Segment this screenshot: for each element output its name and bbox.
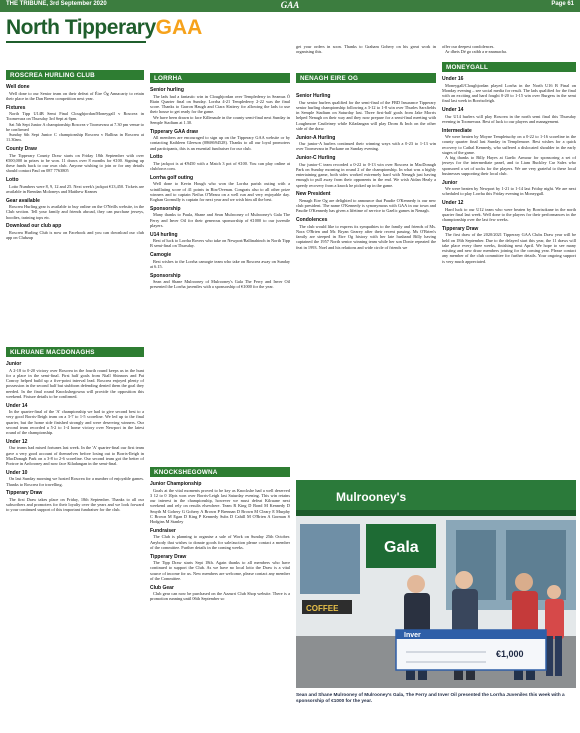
article-heading: Intermediate (442, 127, 472, 134)
column-moneygall (442, 76, 576, 475)
article-heading: Sponsorship (150, 205, 181, 212)
club-bar-roscrea: ROSCREA HURLING CLUB (6, 70, 144, 80)
photo-caption: Sean and Shane Mulrooney of Mulrooney's Gala, The Ferry and Inver Oil presented the Lorrha Juveniles this week with a sponsorship of €1000 for the year. (296, 692, 565, 703)
article-heading: Junior (442, 179, 458, 186)
sponsorship-photo (296, 480, 576, 688)
article-heading: Senior Hurling (296, 93, 331, 99)
article-paragraph: Roscrea Hurling gear is available to buy online on the O'Neills website, in the Club section. Tell your family and friends abroad, they can purchase jerseys, hoodies, training tops etc. (6, 204, 144, 220)
column-roscrea (6, 84, 144, 342)
article-heading: County Draw (6, 146, 37, 152)
article-heading: U14 hurling (150, 231, 178, 238)
continuation-text-3: Ar dheis Dé go raibh a n-anamacha. (445, 49, 507, 55)
article-paragraph: Our teams had mixed fortunes last week. In the 'A' quarter-final our first team gave a very good account of themselves before losing out to Borris-Ileigh in MacDonagh Park on a 3-8 to 2-6 scoreline. Our second team got the better of Portroe in Ardcroney and now face Kiladangan in the semi-final. (6, 445, 144, 466)
article-paragraph: Goals at the vital moments proved to be key as Knockshe had a well deserved 3 12 to 0 10pts won over Borris-Leigh last Saturday evening. This win retains our interest in the championship, however we must defeat Kilruane next weekend and rely on results elsewhere. Team R King D Bond M Kennedy D Smyth M Gohery G Gohery A Brown P Brennan D Brown M Cleary E Murphy C Brown M Egan D King P Kennedy Subs D Cahill M O'Brien A Gorman S Hodgins M Stanley (150, 487, 290, 524)
photo-illustration (296, 480, 576, 688)
article-paragraph: Roscrea Hurling Club is now on Facebook and you can download our club app on Clubzap (6, 229, 144, 240)
page-header (0, 0, 580, 12)
column-continuation-top-2 (442, 44, 576, 55)
article-paragraph: The first draw of the 2020/2021 Tipperary GAA Clubs Draw year will be held on 18th September. Due to the delayed start this year, the 11 draws will take place every three weeks, finishing next April. We hope to see many existing and new draw members joining for the coming year. Please contact any member of the club committee for further details. Your ongoing support is very much appreciated. (442, 232, 576, 264)
article-paragraph: The first Draw takes place on Friday, 18th September. Thanks to all our subscribers and promoters for their loyalty over the years and we look forward to your continued support of this important fundraiser for the club. (6, 496, 144, 513)
article-paragraph: Sunday 6th Sept Junior C championship Roscrea v Ballina in Roscrea at 11.30am. (6, 132, 144, 143)
article-paragraph: North Tipp U14B Semi Final Cloughjordan/Moneygall v Roscrea in Toomevara on Thursday 3rd Sept at 6pm. (6, 111, 144, 122)
article-paragraph: Club gear can now be purchased on the Azzurri Club Shop website. There is a promotion running until 06th September so (150, 591, 290, 602)
gala-logo-text: Gala (384, 539, 419, 556)
column-knockshegowna (150, 481, 290, 728)
article-heading: Tipperary Draw (6, 490, 43, 497)
article-paragraph: Our senior hurlers qualified for the semi-final of the FBD Insurance Tipperary senior hurling championship following a 3-12 to 1-8 win over Thurles Sarsfields in Semple Stadium on Saturday last. Three first-half goals from Jake Morris helped Nenagh on their way and they now prepare for a semi-final meeting with Loughmore Castleiney while Kiladangan will play Drom & Inch on the other side of the draw. (296, 99, 436, 131)
club-bar-moneygall: MONEYGALL (442, 62, 576, 72)
club-bar-nenagh: NENAGH EIRE OG (296, 73, 436, 83)
article-heading: Under 12 (442, 200, 464, 206)
article-paragraph: On last Sunday morning we hosted Roscrea for a number of enjoyable games. Thanks to Roscrea for travelling. (6, 476, 144, 487)
header-page-number: Page 61 (551, 1, 574, 7)
article-heading: Junior-A Hurling (296, 134, 336, 141)
article-heading: Under 14 (442, 107, 464, 113)
club-bar-knockshegowna: KNOCKSHEGOWNA (150, 467, 290, 477)
club-bar-kilruane: KILRUANE MACDONAGHS (6, 347, 144, 357)
article-paragraph: Hard luck to our U12 team who were beaten by Borrisokane in the north quarter final last week. Well done to the players for their performances in the championship over the last few weeks. (442, 206, 576, 222)
article-heading: Senior hurling (150, 87, 184, 93)
article-heading: Under 10 (6, 469, 28, 476)
column-lorrha (150, 87, 290, 463)
article-paragraph: Lotto Numbers were 8, 9, 12 and 25. Next week's jackpot €13,450. Tickets are available in Brendan Moloneys and Matthew Keanes (6, 183, 144, 194)
article-paragraph: Our junior-A hurlers continued their winning ways with a 0-23 to 1-13 win over Toomevara in Puckane on Sunday evening. (296, 141, 436, 152)
column-kilruane (6, 361, 144, 728)
cheque-amount: €1,000 (496, 649, 524, 659)
article-paragraph: A 2-18 to 0-20 victory over Roscrea in the fourth round keeps us in the hunt for a place in the semi-final. First half goals from Niall Shinnors and Pat Conroy helped build up a five-point interval lead. Roscrea enjoyed plenty of possession in the second half but stubborn defending denied them the goal they needed. In the final round Knockshegowna will provide the opposition this weekend. Fixture details to be confirmed. (6, 367, 144, 399)
presentation-cheque (396, 630, 546, 670)
article-heading: Gear available (6, 197, 40, 204)
article-heading: Well done (6, 84, 30, 90)
coffee-sign-text: COFFEE (306, 604, 339, 613)
article-heading: Download our club app (6, 223, 62, 230)
article-paragraph: The club would like to express its sympathies to the family and friends of Ms. Nora O'Brien and Mr. Bryan Gearey after their recent passing. Ms O'Brien's family are steeped in Eire Og history with her late husband Billy having captained the 1957 North senior winning team while her son Donie repeated the feat in 1993. Noel and his relations and wide circle of friends we (296, 223, 436, 250)
article-paragraph: Many thanks to Paula, Shane and Sean Mulrooney of Mulrooney's Gala The Ferry and Inver Oil for their generous sponsorship of €1000 to our juvenile players. (150, 212, 290, 228)
article-heading: Tipperary Draw (442, 225, 479, 232)
article-paragraph: The Club is planning to organise a sale of Work on Sunday 25th October. Anybody that wishes to donate goods for sale/auction please contact a member of the committee. Further details in the coming weeks. (150, 534, 290, 550)
column-nenagh (296, 93, 436, 475)
article-heading: Condolences (296, 217, 328, 223)
article-paragraph: Sat 5th Sept Junior A championship Roscrea v Toomevara at 7.30 pm venue to be confirmed (6, 121, 144, 132)
article-paragraph: Nenagh Eire Og are delighted to announce that Paudie O'Kennedy is our new club president. The name O'Kennedy is synonymous with GAA in our town and Paudie O'Kennedy has given a lifetime of service to Gaelic games in Nenagh. (296, 197, 436, 214)
article-heading: Fixtures (6, 104, 26, 111)
header-publication: THE TRIBUNE, 3rd September 2020 (6, 1, 107, 7)
article-paragraph: We have been drawn to face Killenaule in the county semi-final next Sunday in Semple Stadium at 1.30. (150, 114, 290, 125)
article-heading: Tipperary GAA draw (150, 128, 199, 135)
article-heading: Under 16 (442, 76, 464, 82)
article-paragraph: Best of luck to Lorrha Rovers who take on Newport/Ballinahinch in North Tipp B semi-final on Thursday. (150, 238, 290, 249)
article-paragraph: We were beaten by Newport by 1-21 to 1-14 last Friday night. We are next scheduled to play Lorrha this Friday evening in Moneygall. (442, 186, 576, 197)
article-heading: Junior Championship (150, 481, 202, 487)
article-heading: Lotto (6, 177, 19, 183)
article-heading: Camogie (150, 252, 172, 258)
article-paragraph: Best wishes to the Lorrha camogie team who take on Roscrea away on Sunday at 6.15. (150, 258, 290, 269)
masthead-title: North Tipperary (6, 16, 156, 39)
article-paragraph: Our junior-C team recorded a 0-22 to 0-13 win over Roscrea in MacDonagh Park on Sunday morning in round 2 of the championship. In what was a highly entertaining game, both sides worked extremely hard with Nenagh just having enough to pull away from their opponents in the end. We wish Aidan Healy a speedy recovery from a knock he picked up in the game. (296, 161, 436, 188)
article-paragraph: The jackpot is at €9450 with a Match 3 pot of €100. You can play online at clubforce.com. (150, 160, 290, 171)
column-continuation-top (296, 44, 436, 55)
article-heading: Fundraiser (150, 527, 176, 534)
club-bar-lorrha: LORRHA (150, 73, 290, 83)
article-paragraph: The Tipperary County Draw starts on Friday 18th September with over €500,000 in prizes to be won. 11 draws over 8 months for €100. Signing up these funds back to our own club. Anyone wishing to join or for any details should contact Paul on 087 7763805 (6, 152, 144, 174)
header-section: GAA (280, 0, 300, 10)
article-paragraph: Well done to Kevin Hough who won the Lorrha parish outing with a scintillating score of 41 points in Birr/Ovenan. Congrats also to all other prize winners and to captain Neilus O'Meara on a well run and very enjoyable day. Eoghan Gormully is captain for next year and we wish him all the best. (150, 181, 290, 202)
article-paragraph: The Tipp Draw starts Sept 18th. Again thanks to all members who have continued to support the Club. As we have no local lotto the Draw is a vital source of income for us. New members are welcome, please contact any member of the Committee. (150, 560, 290, 581)
article-heading: Junior (6, 361, 22, 367)
section-masthead (6, 16, 202, 43)
masthead-gaa: GAA (155, 16, 203, 39)
continuation-text: get your orders in soon. Thanks to Graham Gohery on his great work in organising this. (296, 44, 436, 55)
article-paragraph: All members are encouraged to sign up on the Tipperary GAA website or by contacting Kathleen Gleeson (0868694528). Thanks to all our loyal promoters and participants, this is an essential fundraiser for our club. (150, 135, 290, 151)
article-heading: New President (296, 191, 331, 198)
article-heading: Tipperary Draw (150, 553, 187, 560)
article-paragraph: Our U14 hurlers will play Roscrea in the north semi final this Thursday evening in Toomevara. Best of luck to our players and management. (442, 113, 576, 124)
article-heading: Club Gear (150, 584, 174, 591)
article-paragraph: In the quarter-final of the 'A' championship we had to give second best to a very good Borris-Ileigh team on a 3-7 to 1-5 scoreline. We led up to the final quarter, but the home side finished strongly and were deserving winners. Our second team recorded a 5-2 to 1-4 home victory over Newport in the latest round of the championship. (6, 409, 144, 435)
article-paragraph: Well done to our Senior team on their defeat of Éire Óg Annacarty to retain their place in the Dan Breen competition next year. (6, 90, 144, 101)
article-paragraph: A big thanks to Billy Hayes at Gaelic Armour for sponsoring a set of jerseys for the intermediate panel, and to Liam Buckley Car Sales who sponsored a set of socks for the players. We are very grateful to these local businesses supporting their local club. (442, 155, 576, 176)
cheque-brand: Inver (404, 632, 421, 639)
article-heading: Under 14 (6, 402, 28, 409)
article-paragraph: We were beaten by Moyne Templetuohy on a 0-22 to 1-16 scoreline in the county quarter final last Sunday in Templemore. Best wishes for a quick recovery to Cathal Kennedy, who suffered a dislocated shoulder in the early stages of the game. (442, 134, 576, 155)
article-heading: Sponsorship (150, 272, 181, 279)
article-heading: Under 12 (6, 438, 28, 445)
store-sign-text: Mulrooney's (336, 490, 407, 504)
article-heading: Junior-C Hurling (296, 155, 336, 161)
masthead-rule (6, 41, 146, 43)
continuation-text-2: offer our deepest condolences. (442, 44, 495, 49)
article-paragraph: Sean and Shane Mulrooney of Mulrooney's Gala The Ferry and Inver Oil presented the Lorrha juveniles with a sponsorship of €1000 for the year. (150, 279, 290, 290)
article-heading: Lorrha golf outing (150, 174, 194, 181)
article-paragraph: Moneygall/Cloughjordan played Lorrha in the North U16 B Final on Monday evening – see social media for result. The lads qualified for the final with an exciting and hard fought 0-20 to 1-15 win over Burgess in the semi final last week in Borrisoleigh. (442, 82, 576, 104)
article-paragraph: The lads had a fantastic win in Cloughjordan over Templederry in Seamus Ó Riain Quarter final on Sunday. Lorrha 4-21 Templederry 2-22 was the final score. Thanks to Garron Haugh and Ciara Slattery for allowing the lads to use their house to get ready for the game. (150, 93, 290, 115)
article-heading: Lotto (150, 154, 163, 161)
